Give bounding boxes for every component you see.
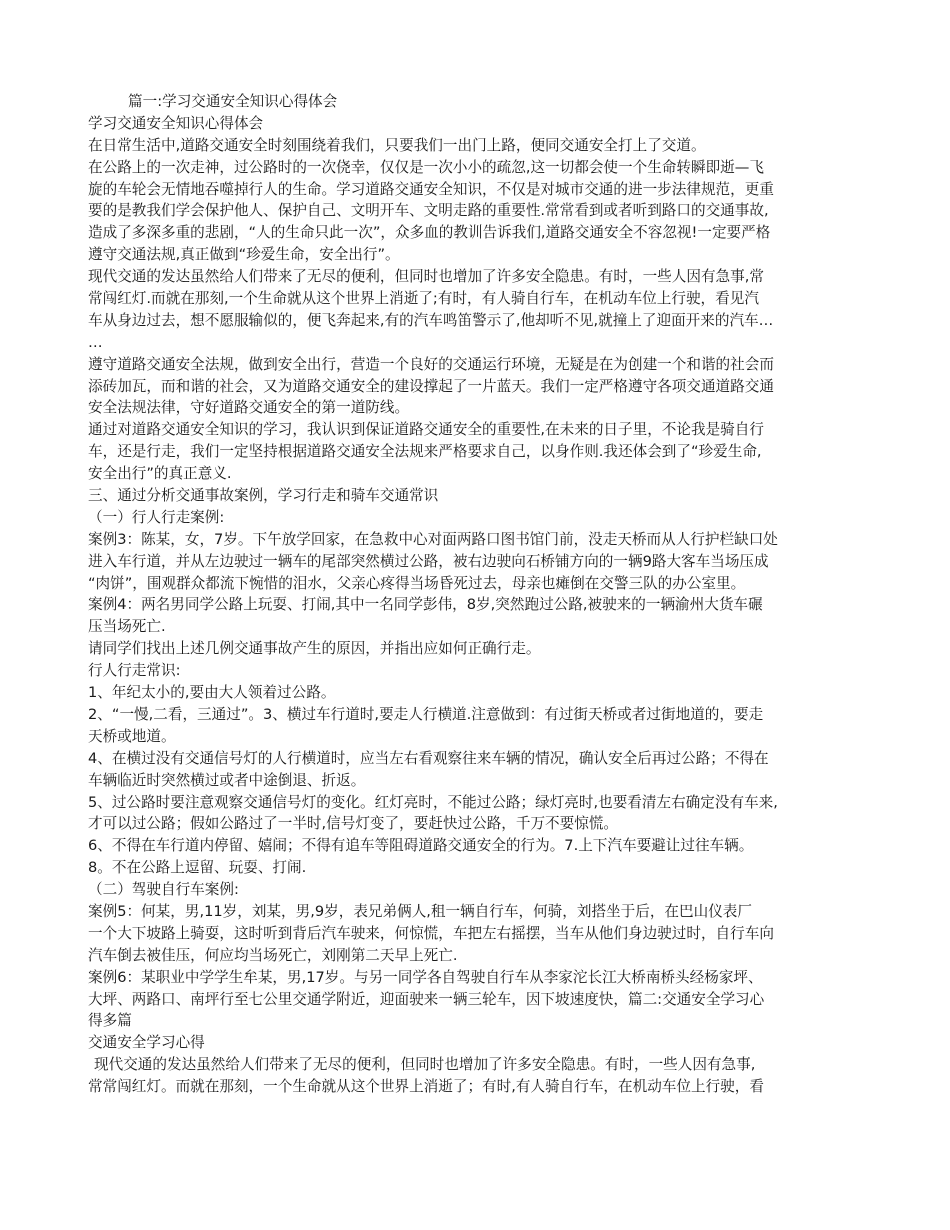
text-line: 在日常生活中,道路交通安全时刻围绕着我们，只要我们一出门上路，便同交通安全打上了交道。 (88, 136, 706, 154)
text-line: 汽车倒去被佳压，何应均当场死亡，刘刚第二天早上死亡. (88, 946, 458, 964)
list-item: 6、不得在车行道内停留、嬉闹；不得有追车等阻碍道路交通安全的行为。7.上下汽车要避让过往车辆。 (88, 837, 754, 855)
subsection-heading: （二）驾驶自行车案例: (88, 881, 239, 899)
text-line: 才可以过公路；假如公路过了一半时,信号灯变了，要赶快过公路，千万不要惊慌。 (88, 815, 619, 833)
text-line: 常常闯红灯。而就在那刻，一个生命就从这个世界上消逝了；有时,有人骑自行车，在机动车位上行驶，看 (88, 1078, 764, 1096)
list-item: 4、在横过没有交通信号灯的人行横道时，应当左右看观察往来车辆的情况，确认安全后再过公路；不得在 (88, 749, 769, 767)
text-line: 现代交通的发达虽然给人们带来了无尽的便利，但同时也增加了许多安全隐患。有时，一些人因有急事,常 (88, 268, 764, 286)
list-item: 8。不在公路上逗留、玩耍、打闹. (88, 859, 307, 877)
text-line: 一个大下坡路上骑耍，这时听到背后汽车驶来，何惊慌，车把左右摇摆，当车从他们身边驶过时，自行车向 (88, 924, 774, 942)
text-line: 要的是教我们学会保护他人、保护自己、文明开车、文明走路的重要性.常常看到或者听到路口的交通事故, (88, 202, 769, 220)
list-item: 1、年纪太小的,要由大人领着过公路。 (88, 684, 336, 702)
text-line: 压当场死亡. (88, 618, 166, 636)
article-title: 学习交通安全知识心得体会 (88, 114, 264, 132)
text-line: 遵守道路交通安全法规，做到安全出行，营造一个良好的交通运行环境，无疑是在为创建一个和谐的社会而 (88, 355, 774, 373)
text-line: 添砖加瓦，而和谐的社会，又为道路交通安全的建设撑起了一片蓝天。我们一定严格遵守各项交通道路交通 (88, 377, 774, 395)
text-line: 车辆临近时突然横过或者中途倒退、折返。 (88, 771, 366, 789)
section-heading: 三、通过分析交通事故案例，学习行走和骑车交通常识 (88, 487, 439, 505)
subsection-heading: （一）行人行走案例: (88, 508, 225, 526)
list-item: 5、过公路时要注意观察交通信号灯的变化。红灯亮时，不能过公路；绿灯亮时,也要看清左右确定没有车来, (88, 793, 778, 811)
text-line: 现代交通的发达虽然给人们带来了无尽的便利，但同时也增加了许多安全隐患。有时，一些人因有急事, (94, 1056, 756, 1074)
section-title: 篇一:学习交通安全知识心得体会 (128, 93, 338, 110)
text-line: 案例6：某职业中学学生牟某，男,17岁。与另一同学各自驾驶自行车从李家沱长江大桥南桥头经杨家坪、 (88, 968, 763, 986)
text-line: 请同学们找出上述几例交通事故产生的原因，并指出应如何正确行走。 (88, 640, 541, 658)
text-line: 案例5：何某，男,11岁，刘某，男,9岁，表兄弟俩人,租一辆自行车，何骑，刘搭坐于后，在巴山仪表厂 (88, 902, 752, 920)
text-line: 安全法规法律，守好道路交通安全的第一道防线。 (88, 399, 410, 417)
text-line: 车，还是行走，我们一定坚持根据道路交通安全法规来严格要求自己，以身作则.我还体会到了“珍爱生命, (88, 443, 762, 461)
text-line: 车从身边过去，想不愿服输似的，便飞奔起来,有的汽车鸣笛警示了,他却听不见,就撞上了迎面开来的汽车… (88, 311, 774, 329)
text-line: 常闯红灯.而就在那刻,一个生命就从这个世界上消逝了;有时，有人骑自行车，在机动车位上行驶，看见汽 (88, 290, 759, 308)
text-line: 案例4：两名男同学公路上玩耍、打闹,其中一名同学彭伟，8岁,突然跑过公路,被驶来的一辆渝州大货车碾 (88, 596, 763, 614)
text-line: 造成了多深多重的悲剧，“人的生命只此一次”，众多血的教训告诉我们,道路交通安全不容忽视!一定要严格 (88, 224, 771, 242)
text-line: 进入车行道，并从左边驶过一辆车的尾部突然横过公路，被右边驶向石桥铺方向的一辆9路大客车当场压成 (88, 552, 769, 570)
text-line: 旋的车轮会无情地吞噬掉行人的生命。学习道路交通安全知识，不仅是对城市交通的进一步法律规范，更重 (88, 180, 774, 198)
text-line: 安全出行”的真正意义. (88, 465, 232, 483)
document-body (88, 91, 863, 1098)
article-title: 交通安全学习心得 (88, 1034, 205, 1052)
list-item: 2、“一慢,二看，三通过”。3、横过车行道时,要走人行横道.注意做到：有过街天桥或者过街地道的，要走 (88, 705, 764, 723)
text-line: 得多篇 (88, 1012, 132, 1030)
text-line: 通过对道路交通安全知识的学习，我认识到保证道路交通安全的重要性,在未来的日子里，不论我是骑自行 (88, 421, 764, 439)
text-line: 天桥或地道。 (88, 727, 176, 745)
text-line: 在公路上的一次走神，过公路时的一次侥幸，仅仅是一次小小的疏忽,这一切都会使一个生命转瞬即逝—飞 (88, 158, 764, 176)
text-line: “肉饼”，围观群众都流下惋惜的泪水，父亲心疼得当场昏死过去，母亲也瘫倒在交警三队的办公室里。 (88, 574, 746, 592)
text-line: 行人行走常识: (88, 662, 181, 680)
text-line: … (88, 333, 103, 351)
text-line: 遵守交通法规,真正做到“珍爱生命，安全出行”。 (88, 246, 400, 264)
text-line: 案例3：陈某，女，7岁。下午放学回家，在急救中心对面两路口图书馆门前，没走天桥而从人行护栏缺口处 (88, 530, 778, 548)
text-line: 大坪、两路口、南坪行至七公里交通学附近，迎面驶来一辆三轮车，因下坡速度快，篇二:交通安全学习心 (88, 990, 765, 1008)
